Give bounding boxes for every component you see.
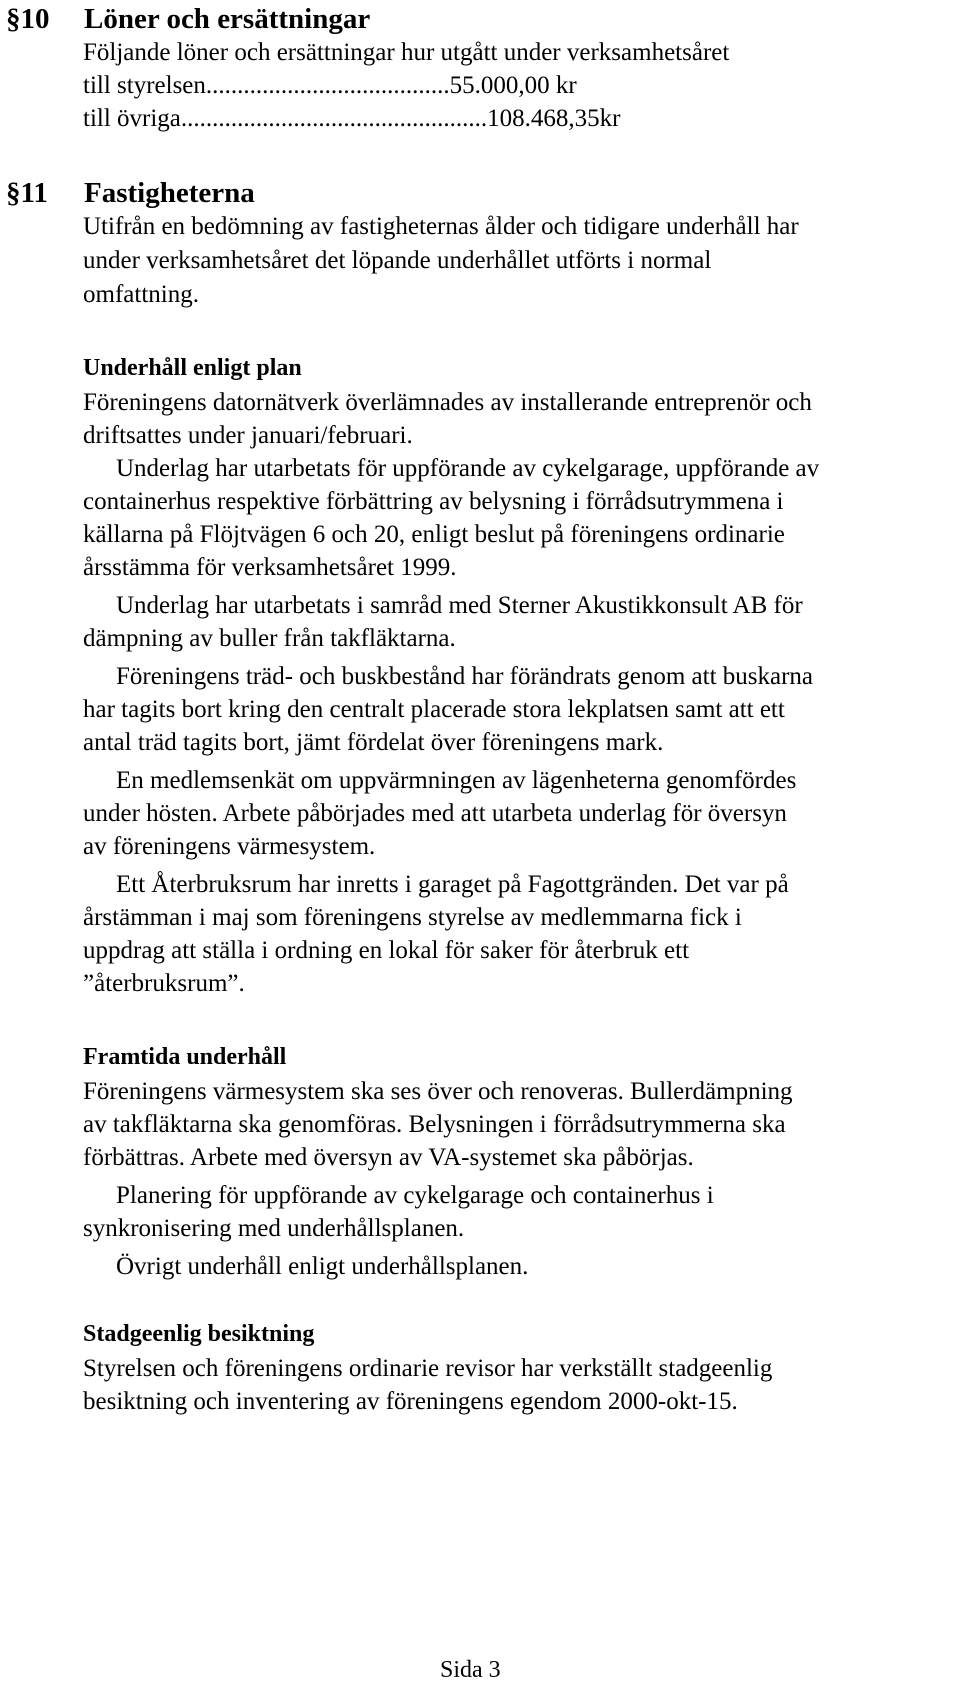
text-line: Föreningens träd- och buskbestånd har förändrats genom att buskarna [116, 663, 814, 690]
section-10-heading [6, 2, 370, 36]
text-line: antal träd tagits bort, jämt fördelat över föreningens mark. [83, 729, 664, 756]
text-line: Styrelsen och föreningens ordinarie revisor har verkställt stadgeenlig [83, 1355, 773, 1382]
text-line: omfattning. [83, 281, 199, 308]
text-line: Underlag har utarbetats för uppförande av cykelgarage, uppförande av [116, 455, 820, 482]
text-line: containerhus respektive förbättring av belysning i förrådsutrymmena i [83, 488, 784, 515]
text-line: synkronisering med underhållsplanen. [83, 1215, 465, 1242]
text-line: ”återbruksrum”. [83, 970, 245, 997]
text-line: av takfläktarna ska genomföras. Belysningen i förrådsutrymmerna ska [83, 1111, 786, 1138]
section-11-heading [6, 176, 255, 210]
text-line: under verksamhetsåret det löpande underhållet utförts i normal [83, 247, 712, 274]
text-line: förbättras. Arbete med översyn av VA-systemet ska påbörjas. [83, 1144, 694, 1171]
section-title: Fastigheterna [84, 177, 255, 209]
text-line: Ett Återbruksrum har inretts i garaget på Fagottgränden. Det var på [116, 871, 789, 898]
text-line: har tagits bort kring den centralt placerade stora lekplatsen samt att ett [83, 696, 785, 723]
text-line: En medlemsenkät om uppvärmningen av lägenheterna genomfördes [116, 767, 797, 794]
text-line: till övriga.................................................108.468,35kr [83, 105, 621, 132]
text-line: Övrigt underhåll enligt underhållsplanen. [116, 1253, 529, 1280]
text-line: besiktning och inventering av föreningens egendom 2000-okt-15. [83, 1388, 738, 1415]
subheading-stadgeenlig-besiktning: Stadgeenlig besiktning [83, 1321, 315, 1347]
text-line: dämpning av buller från takfläktarna. [83, 625, 456, 652]
subheading-framtida-underhall: Framtida underhåll [83, 1044, 287, 1070]
text-line: källarna på Flöjtvägen 6 och 20, enligt beslut på föreningens ordinarie [83, 521, 785, 548]
text-line: Planering för uppförande av cykelgarage och containerhus i [116, 1182, 714, 1209]
text-line: Föreningens datornätverk överlämnades av installerande entreprenör och [83, 389, 812, 416]
page-number: Sida 3 [440, 1657, 501, 1683]
section-number: §11 [6, 177, 48, 209]
text-line: årstämman i maj som föreningens styrelse av medlemmarna fick i [83, 904, 742, 931]
text-line: av föreningens värmesystem. [83, 833, 376, 860]
text-line: Föreningens värmesystem ska ses över och renoveras. Bullerdämpning [83, 1078, 793, 1105]
text-line: Följande löner och ersättningar hur utgått under verksamhetsåret [83, 39, 730, 66]
text-line: årsstämma för verksamhetsåret 1999. [83, 554, 457, 581]
section-title: Löner och ersättningar [84, 3, 371, 35]
subheading-underhall-enligt-plan: Underhåll enligt plan [83, 355, 302, 381]
text-line: Utifrån en bedömning av fastigheternas ålder och tidigare underhåll har [83, 213, 799, 240]
text-line: driftsattes under januari/februari. [83, 422, 413, 449]
section-number: §10 [6, 3, 50, 35]
text-line: till styrelsen.......................................55.000,00 kr [83, 72, 577, 99]
text-line: Underlag har utarbetats i samråd med Sterner Akustikkonsult AB för [116, 592, 803, 619]
text-line: uppdrag att ställa i ordning en lokal för saker för återbruk ett [83, 937, 690, 964]
text-line: under hösten. Arbete påbörjades med att utarbeta underlag för översyn [83, 800, 787, 827]
